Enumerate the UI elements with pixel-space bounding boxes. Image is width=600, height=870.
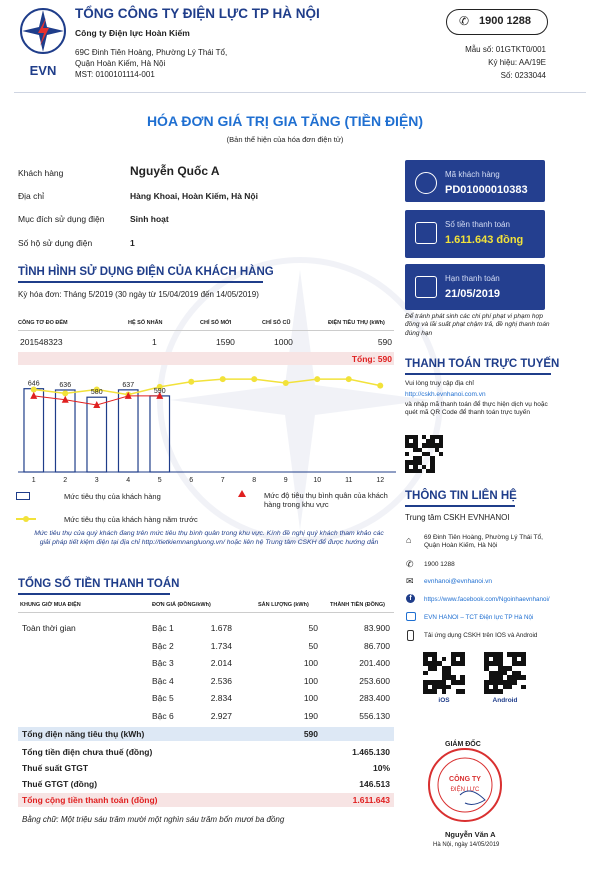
usage-bar xyxy=(24,389,44,472)
svg-text:CÔNG TY: CÔNG TY xyxy=(449,776,481,783)
phone-icon-small: ✆ xyxy=(406,559,414,569)
bar-value-label: 590 xyxy=(153,387,166,395)
tier-name: Bậc 5 xyxy=(152,693,174,704)
contact-app: Tải ứng dụng CSKH trên IOS và Android xyxy=(424,632,538,639)
chart-note: Mức tiêu thụ của quý khách đang trên mức tiêu thụ bình quân trong khu vực. Kính đề nghị quý khách tham khảo các giải pháp tiết kiệm điện tại địa chỉ http://tietkiemnangluong.vn/ hoặc liên hệ Trung tâm CSKH để được hướng dẫn xyxy=(34,530,384,546)
tier-price: 2.536 xyxy=(210,675,232,686)
label-customer: Khách hàng xyxy=(18,168,64,178)
due-date-box xyxy=(405,264,545,310)
facebook-icon: f xyxy=(406,594,415,603)
tier-amount: 86.700 xyxy=(364,640,390,651)
amount-box xyxy=(405,210,545,258)
customer-name: Nguyễn Quốc A xyxy=(130,164,220,178)
payment-header-divider xyxy=(18,612,394,613)
legend-avg-marker xyxy=(238,490,246,497)
area-average-point xyxy=(30,392,37,399)
col-meter: CÔNG TƠ ĐO ĐẾM xyxy=(18,320,68,326)
contact-center: Trung tâm CSKH EVNHANOI xyxy=(405,513,510,522)
company-name: TỔNG CÔNG TY ĐIỆN LỰC TP HÀ NỘI xyxy=(75,6,320,21)
usage-bar xyxy=(87,397,107,472)
director-title: GIÁM ĐỐC xyxy=(445,741,481,748)
prev-year-point xyxy=(346,376,352,382)
tier-price: 1.734 xyxy=(210,640,232,651)
vat-value: 146.513 xyxy=(359,779,390,789)
customer-households: 1 xyxy=(130,238,135,248)
x-tick-label: 9 xyxy=(283,477,288,484)
tier-name: Bậc 6 xyxy=(152,711,174,721)
tier-quantity: 50 xyxy=(308,623,318,633)
col-quantity: SẢN LƯỢNG (kWh) xyxy=(258,602,309,608)
total-kwh-label: Tổng điện năng tiêu thụ (kWh) xyxy=(22,729,145,739)
prev-year-point xyxy=(62,390,68,396)
tier-amount: 556.130 xyxy=(359,711,390,721)
x-tick-label: 4 xyxy=(126,477,131,484)
company-seal xyxy=(425,745,505,825)
bar-value-label: 646 xyxy=(27,380,40,388)
usage-bar xyxy=(118,390,138,472)
user-icon xyxy=(415,172,437,194)
contact-facebook[interactable]: https://www.facebook.com/Ngoinhaevnhanoi/ xyxy=(424,596,550,603)
label-address: Địa chỉ xyxy=(18,191,44,201)
online-line2: và nhập mã thanh toán để thực hiện dịch vụ hoặc quét mã QR Code để thanh toán trực tuyến xyxy=(405,401,548,417)
tier-price: 2.834 xyxy=(210,693,232,704)
x-tick-label: 6 xyxy=(189,477,194,484)
total-kwh-value: 590 xyxy=(303,729,318,739)
vat-rate-value: 10% xyxy=(372,763,390,773)
x-tick-label: 2 xyxy=(63,477,68,484)
evn-logo xyxy=(18,6,68,78)
x-tick-label: 8 xyxy=(252,477,257,484)
meter-id: 201548323 xyxy=(20,337,63,347)
tier-amount: 83.900 xyxy=(364,623,390,633)
calendar-icon xyxy=(415,276,437,298)
contact-address: 69 Đinh Tiên Hoàng, Phường Lý Thái Tổ, Quận Hoàn Kiếm, Hà Nội xyxy=(424,534,543,550)
customer-code-box xyxy=(405,160,545,202)
usage-bar xyxy=(150,396,170,472)
usage-underline xyxy=(18,281,263,283)
payment-underline xyxy=(18,593,170,595)
contact-phone[interactable]: 1900 1288 xyxy=(424,561,455,568)
old-index-value: 1000 xyxy=(274,337,293,347)
android-qr-code[interactable] xyxy=(484,652,526,694)
col-amount: THÀNH TIỀN (ĐỒNG) xyxy=(330,602,385,608)
email-icon: ✉ xyxy=(406,576,414,586)
col-timeframe: KHUNG GIỜ MUA ĐIỆN xyxy=(20,602,81,608)
grand-total-value: 1.611.643 xyxy=(352,795,390,805)
x-tick-label: 7 xyxy=(220,477,225,484)
customer-address: Hàng Khoai, Hoàn Kiếm, Hà Nội xyxy=(130,191,258,201)
col-consumption: ĐIỆN TIÊU THỤ (kWh) xyxy=(328,320,385,326)
company-mst: MST: 0100101114-001 xyxy=(75,70,155,79)
usage-chart xyxy=(14,372,400,480)
company-address-1: 69C Đinh Tiên Hoàng, Phường Lý Thái Tổ, xyxy=(75,48,228,57)
ios-qr-code[interactable] xyxy=(423,652,465,694)
late-payment-note: Để tránh phát sinh các chi phí phạt vi phạm hợp đồng và lãi suất phạt chậm trả, đề nghị thanh toán đúng hạn xyxy=(405,313,550,337)
invoice-subtitle: (Bản thể hiện của hóa đơn điện tử) xyxy=(226,135,344,144)
hotline-number: 1900 1288 xyxy=(479,15,531,27)
pre-tax-value: 1.465.130 xyxy=(352,747,390,757)
x-tick-label: 1 xyxy=(31,477,36,484)
tier-amount: 201.400 xyxy=(359,658,390,669)
usage-period: Kỳ hóa đơn: Tháng 5/2019 (30 ngày từ 15/04/2019 đến 14/05/2019) xyxy=(18,290,259,299)
legend-prev-dot xyxy=(23,516,29,522)
tier-quantity: 190 xyxy=(303,711,318,721)
android-label: Android xyxy=(492,697,518,704)
contact-zalo[interactable]: EVN HANOI – TCT Điện lực TP Hà Nội xyxy=(424,614,534,621)
money-icon xyxy=(415,222,437,244)
x-tick-label: 12 xyxy=(376,477,385,484)
col-old-index: CHỈ SỐ CŨ xyxy=(262,320,291,326)
prev-year-point xyxy=(220,376,226,382)
legend-prev: Mức tiêu thụ của khách hàng năm trước xyxy=(64,515,198,524)
col-new-index: CHỈ SỐ MỚI xyxy=(200,320,232,326)
customer-code-value: PD01000010383 xyxy=(445,184,528,196)
contact-heading: THÔNG TIN LIÊN HỆ xyxy=(405,490,517,502)
timeframe-value: Toàn thời gian xyxy=(22,623,76,633)
bar-value-label: 580 xyxy=(90,389,103,397)
svg-text:ĐIỆN LỰC: ĐIỆN LỰC xyxy=(450,787,480,793)
prev-year-line xyxy=(34,379,381,397)
prev-year-point xyxy=(251,376,257,382)
customer-purpose: Sinh hoạt xyxy=(130,214,169,224)
bar-value-label: 636 xyxy=(59,381,72,389)
tier-name: Bậc 1 xyxy=(152,623,174,633)
hotline-button[interactable] xyxy=(446,9,548,35)
header-divider xyxy=(14,92,586,93)
payment-heading: TỔNG SỐ TIỀN THANH TOÁN xyxy=(18,578,180,590)
invoice-title: HÓA ĐƠN GIÁ TRỊ GIA TĂNG (TIỀN ĐIỆN) xyxy=(146,113,424,129)
evn-logo-icon xyxy=(18,6,68,56)
due-date-value: 21/05/2019 xyxy=(445,288,501,300)
vat-rate-label: Thuế suất GTGT xyxy=(22,763,89,773)
invoice-symbol: Ký hiệu: AA/19E xyxy=(488,58,546,67)
label-households: Số hộ sử dụng điện xyxy=(18,238,93,248)
ios-label: iOS xyxy=(438,697,450,704)
tier-quantity: 100 xyxy=(303,675,318,686)
usage-total: Tổng: 590 xyxy=(351,354,392,364)
tier-price: 2.927 xyxy=(210,711,232,721)
multiplier-value: 1 xyxy=(152,337,157,347)
x-tick-label: 10 xyxy=(313,477,322,484)
tier-amount: 283.400 xyxy=(359,693,390,704)
vat-label: Thuế GTGT (đồng) xyxy=(22,779,98,789)
label-purpose: Mục đích sử dụng điện xyxy=(18,214,105,224)
online-line1: Vui lòng truy cập địa chỉ xyxy=(405,380,474,387)
pre-tax-label: Tổng tiền điện chưa thuế (đồng) xyxy=(22,747,153,757)
invoice-number: Số: 0233044 xyxy=(500,71,546,80)
amount-value: 1.611.643 đồng xyxy=(445,234,524,246)
mobile-app-icon xyxy=(407,630,414,641)
contact-email[interactable]: evnhanoi@evnhanoi.vn xyxy=(424,578,493,585)
prev-year-point xyxy=(188,379,194,385)
online-url[interactable]: http://cskh.evnhanoi.com.vn xyxy=(405,391,486,398)
company-branch: Công ty Điện lực Hoàn Kiếm xyxy=(75,28,190,38)
tier-amount: 253.600 xyxy=(359,675,390,686)
contact-underline xyxy=(405,505,515,507)
consumption-value: 590 xyxy=(377,337,392,347)
amount-label: Số tiền thanh toán xyxy=(445,220,510,229)
amount-in-words: Bằng chữ: Một triệu sáu trăm mười một nghìn sáu trăm bốn mươi ba đồng xyxy=(22,815,285,824)
prev-year-point xyxy=(314,376,320,382)
sign-date: Hà Nội, ngày 14/05/2019 xyxy=(433,842,500,848)
company-address-2: Quận Hoàn Kiếm, Hà Nội xyxy=(75,59,166,68)
customer-code-label: Mã khách hàng xyxy=(445,170,500,179)
director-name: Nguyễn Văn A xyxy=(445,830,496,839)
phone-icon: ✆ xyxy=(459,14,470,28)
col-unit-price: ĐƠN GIÁ (ĐỒNG/kWh) xyxy=(152,602,211,608)
col-multiplier: HỆ SỐ NHÂN xyxy=(128,320,163,326)
grand-total-label: Tổng cộng tiền thanh toán (đồng) xyxy=(22,795,158,805)
legend-customer: Mức tiêu thụ của khách hàng xyxy=(64,492,161,501)
x-tick-label: 11 xyxy=(345,477,353,484)
tier-quantity: 100 xyxy=(303,658,318,669)
payment-qr-code[interactable] xyxy=(405,435,443,473)
logo-text: EVN xyxy=(29,63,57,78)
form-number: Mẫu số: 01GTKT0/001 xyxy=(465,45,546,54)
tier-quantity: 50 xyxy=(308,640,318,651)
tier-name: Bậc 2 xyxy=(152,640,174,651)
location-icon: ⌂ xyxy=(406,535,412,545)
usage-row-divider xyxy=(18,330,394,331)
x-tick-label: 5 xyxy=(157,477,162,484)
prev-year-point xyxy=(377,383,383,389)
tier-price: 1.678 xyxy=(210,623,232,633)
usage-heading: TÌNH HÌNH SỬ DỤNG ĐIỆN CỦA KHÁCH HÀNG xyxy=(18,266,274,278)
due-date-label: Hạn thanh toán xyxy=(445,274,500,283)
bar-value-label: 637 xyxy=(122,381,135,389)
prev-year-point xyxy=(283,380,289,386)
online-underline xyxy=(405,373,551,375)
legend-area: Mức độ tiêu thụ bình quân của khách hàng trong khu vực xyxy=(264,491,388,509)
legend-bar-swatch xyxy=(16,492,30,500)
zalo-icon xyxy=(406,612,416,621)
tier-quantity: 100 xyxy=(303,693,318,704)
tier-name: Bậc 4 xyxy=(152,675,174,686)
tier-name: Bậc 3 xyxy=(152,658,174,669)
tier-price: 2.014 xyxy=(210,658,232,669)
x-tick-label: 3 xyxy=(94,477,99,484)
online-heading: THANH TOÁN TRỰC TUYẾN xyxy=(405,358,560,370)
new-index-value: 1590 xyxy=(216,337,235,347)
